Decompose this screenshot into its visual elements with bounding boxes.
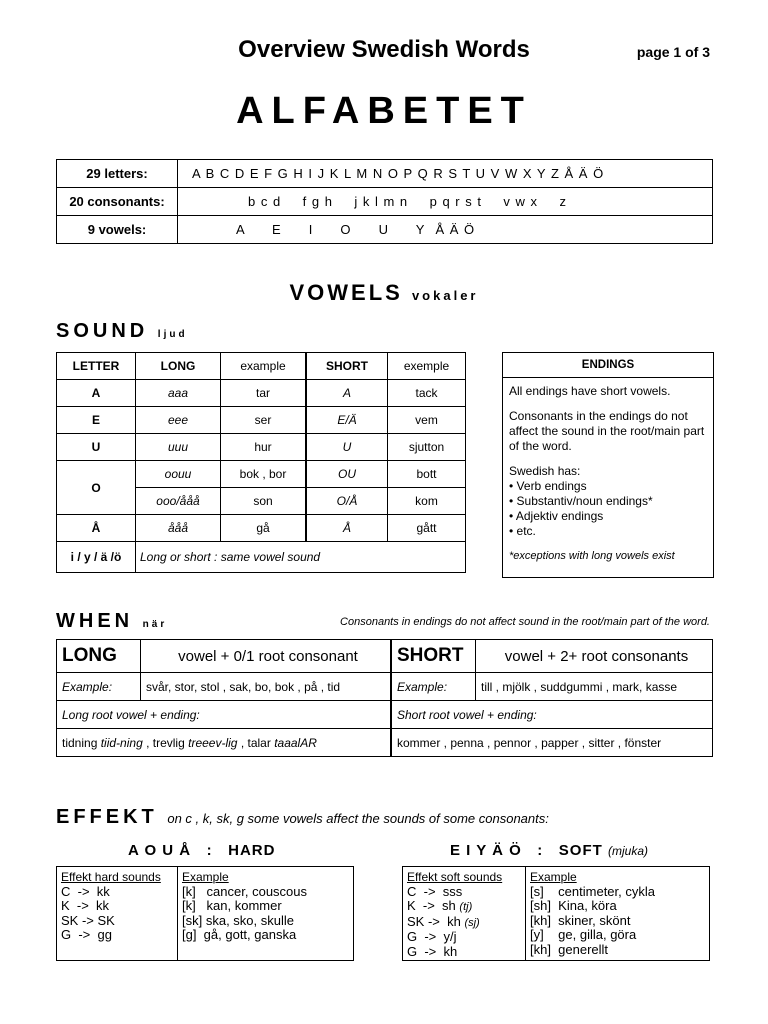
rule-text: G -> kh	[407, 943, 458, 959]
rule-line: SK -> SK	[61, 912, 115, 928]
short-examples: till , mjölk , suddgummi , mark, kasse	[476, 673, 713, 701]
rule-note: (sj)	[464, 916, 480, 929]
rule-text: C -> sss	[407, 883, 463, 899]
example-cell: tar	[221, 380, 307, 407]
alphabet-label: 20 consonants:	[57, 188, 178, 216]
col-header: LONG	[136, 353, 221, 380]
example-cell: bott	[388, 461, 466, 488]
short-cell: Å	[306, 515, 388, 542]
effekt-subtitle: on c , k, sk, g some vowels affect the sounds of some consonants:	[167, 811, 549, 826]
soft-title: E I Y Ä Ö : SOFT	[450, 842, 603, 859]
short-cell: U	[306, 434, 388, 461]
endings-note: *exceptions with long vowels exist	[509, 550, 675, 562]
long-cell: ååå	[136, 515, 221, 542]
hard-rules-cell	[57, 867, 178, 961]
soft-examples-cell	[526, 867, 710, 961]
alphabet-label: 29 letters:	[57, 160, 178, 188]
hard-title: A O U Å : HARD	[128, 842, 276, 859]
list-item: • Verb endings	[509, 479, 707, 494]
example-cell: son	[221, 488, 307, 515]
long-examples: svår, stor, stol , sak, bo, bok , på , tid	[141, 673, 392, 701]
example-pronunciation: treeev-lig	[188, 735, 238, 750]
example-line: [kh] generellt	[530, 941, 609, 957]
example-cell: ser	[221, 407, 307, 434]
effekt-heading	[56, 806, 549, 829]
example-line: [s] centimeter, cykla	[530, 883, 655, 899]
long-rule: vowel + 0/1 root consonant	[141, 640, 392, 673]
soft-rules-cell	[403, 867, 526, 961]
sound-heading	[56, 320, 188, 343]
short-cell: O/Å	[306, 488, 388, 515]
soft-sounds-table	[402, 866, 710, 961]
vowel-letters: A E I O U Y Å Ä Ö	[178, 216, 713, 244]
letter-cell: A	[57, 380, 136, 407]
letter-cell: E	[57, 407, 136, 434]
example-cell: hur	[221, 434, 307, 461]
table-header-row	[57, 353, 466, 380]
sound-subtitle: ljud	[157, 329, 188, 340]
col-header: Example	[530, 870, 577, 884]
endings-header: ENDINGS	[503, 353, 713, 378]
list-item: • Substantiv/noun endings*	[509, 494, 707, 509]
effekt-title: EFFEKT	[56, 806, 158, 828]
table-row	[57, 160, 713, 188]
table-row	[57, 542, 466, 573]
example-line: [k] cancer, couscous	[182, 883, 308, 899]
table-row	[57, 701, 713, 729]
soft-subtitle: (mjuka)	[607, 844, 648, 858]
table-row	[57, 673, 713, 701]
example-line: [kh] skiner, skönt	[530, 912, 631, 928]
short-ending-examples: kommer , penna , pennor , papper , sitter , fönster	[391, 729, 713, 757]
sound-title: SOUND	[56, 320, 149, 342]
endings-text: Swedish has:	[509, 464, 581, 478]
when-subtitle: när	[142, 619, 168, 630]
alfabetet-heading: ALFABETET	[236, 90, 532, 132]
long-cell: eee	[136, 407, 221, 434]
long-cell: uuu	[136, 434, 221, 461]
example-cell: tack	[388, 380, 466, 407]
example-cell: bok , bor	[221, 461, 307, 488]
example-pronunciation: tiid-ning	[100, 735, 143, 750]
vowels-heading	[0, 280, 768, 306]
example-line: [g] gå, gott, ganska	[182, 927, 297, 942]
long-ending-label: Long root vowel + ending:	[57, 701, 392, 729]
soft-title-row	[450, 842, 648, 859]
sound-table	[56, 352, 466, 573]
list-item: • etc.	[509, 524, 707, 539]
table-row	[57, 461, 466, 488]
letter-cell: i / y / ä /ö	[57, 542, 136, 573]
short-rule: vowel + 2+ root consonants	[476, 640, 713, 673]
page-title: Overview Swedish Words	[238, 36, 530, 63]
hard-sounds-table	[56, 866, 354, 961]
rule-note: (tj)	[459, 901, 473, 913]
example-line: [sh] Kina, köra	[530, 898, 617, 913]
table-row	[57, 729, 713, 757]
rule-text: G -> y/j	[407, 929, 457, 944]
example-cell: vem	[388, 407, 466, 434]
table-row	[57, 407, 466, 434]
example-cell: kom	[388, 488, 466, 515]
endings-text: Consonants in the endings do not affect the sound in the root/main part of the word.	[509, 409, 705, 453]
rule-line	[407, 899, 521, 915]
col-header: exemple	[388, 353, 466, 380]
vowels-subtitle: vokaler	[411, 288, 479, 303]
rule-text: K -> sh	[407, 898, 456, 913]
alphabet-label: 9 vowels:	[57, 216, 178, 244]
col-header: SHORT	[306, 353, 388, 380]
col-header: Example	[182, 870, 229, 884]
alphabet-table	[56, 159, 713, 244]
page-number: page 1 of 3	[636, 44, 710, 60]
table-row	[57, 515, 466, 542]
col-header: Effekt hard sounds	[61, 870, 161, 884]
list-item: • Adjektiv endings	[509, 509, 707, 524]
long-cell: oouu	[136, 461, 221, 488]
long-ending-examples	[57, 729, 392, 757]
table-row	[57, 380, 466, 407]
table-row	[57, 188, 713, 216]
example-word: , trevlig	[146, 735, 185, 750]
long-label: LONG	[57, 640, 141, 673]
table-row	[57, 434, 466, 461]
example-line: [y] ge, gilla, göra	[530, 927, 637, 942]
endings-box	[502, 352, 714, 578]
table-row	[57, 867, 354, 961]
col-header: example	[221, 353, 307, 380]
vowels-title: VOWELS	[289, 280, 403, 305]
rule-line	[407, 915, 521, 931]
example-cell: gå	[221, 515, 307, 542]
letter-cell: U	[57, 434, 136, 461]
when-title: WHEN	[56, 610, 134, 632]
short-cell: E/Ä	[306, 407, 388, 434]
when-note: Consonants in endings do not affect sound in the root/main part of the word.	[340, 616, 710, 628]
example-word: , talar	[240, 735, 271, 750]
endings-list	[509, 479, 707, 539]
endings-text: All endings have short vowels.	[509, 384, 671, 398]
rule-line	[407, 885, 521, 900]
rule-line: G -> gg	[61, 927, 112, 942]
example-label: Example:	[57, 673, 141, 701]
example-label: Example:	[391, 673, 476, 701]
example-line: [sk] ska, sko, skulle	[182, 912, 294, 928]
example-line: [k] kan, kommer	[182, 898, 282, 913]
rule-line: K -> kk	[61, 898, 110, 913]
rule-line	[407, 930, 521, 945]
col-header: Effekt soft sounds	[407, 870, 503, 884]
note-cell: Long or short : same vowel sound	[136, 542, 466, 573]
consonant-letters: b c d f g h j k l m n p q r s t v w x z	[178, 188, 713, 216]
short-cell: A	[306, 380, 388, 407]
alphabet-letters: A B C D E F G H I J K L M N O P Q R S T U V W X Y Z Å Ä Ö	[178, 160, 713, 188]
letter-cell: Å	[57, 515, 136, 542]
table-row	[403, 867, 710, 961]
short-ending-label: Short root vowel + ending:	[391, 701, 713, 729]
long-cell: ooo/ååå	[136, 488, 221, 515]
example-word: tidning	[62, 735, 98, 750]
letter-cell: O	[57, 461, 136, 515]
short-cell: OU	[306, 461, 388, 488]
when-table	[56, 639, 713, 757]
rule-line	[407, 945, 521, 960]
example-cell: sjutton	[388, 434, 466, 461]
rule-line: C -> kk	[61, 883, 110, 899]
long-cell: aaa	[136, 380, 221, 407]
hard-examples-cell	[178, 867, 354, 961]
table-row	[57, 640, 713, 673]
example-pronunciation: taaalAR	[274, 735, 317, 750]
table-row	[57, 216, 713, 244]
when-heading	[56, 610, 167, 633]
short-label: SHORT	[391, 640, 476, 673]
rule-text: SK -> kh	[407, 913, 461, 929]
col-header: LETTER	[57, 353, 136, 380]
example-cell: gått	[388, 515, 466, 542]
